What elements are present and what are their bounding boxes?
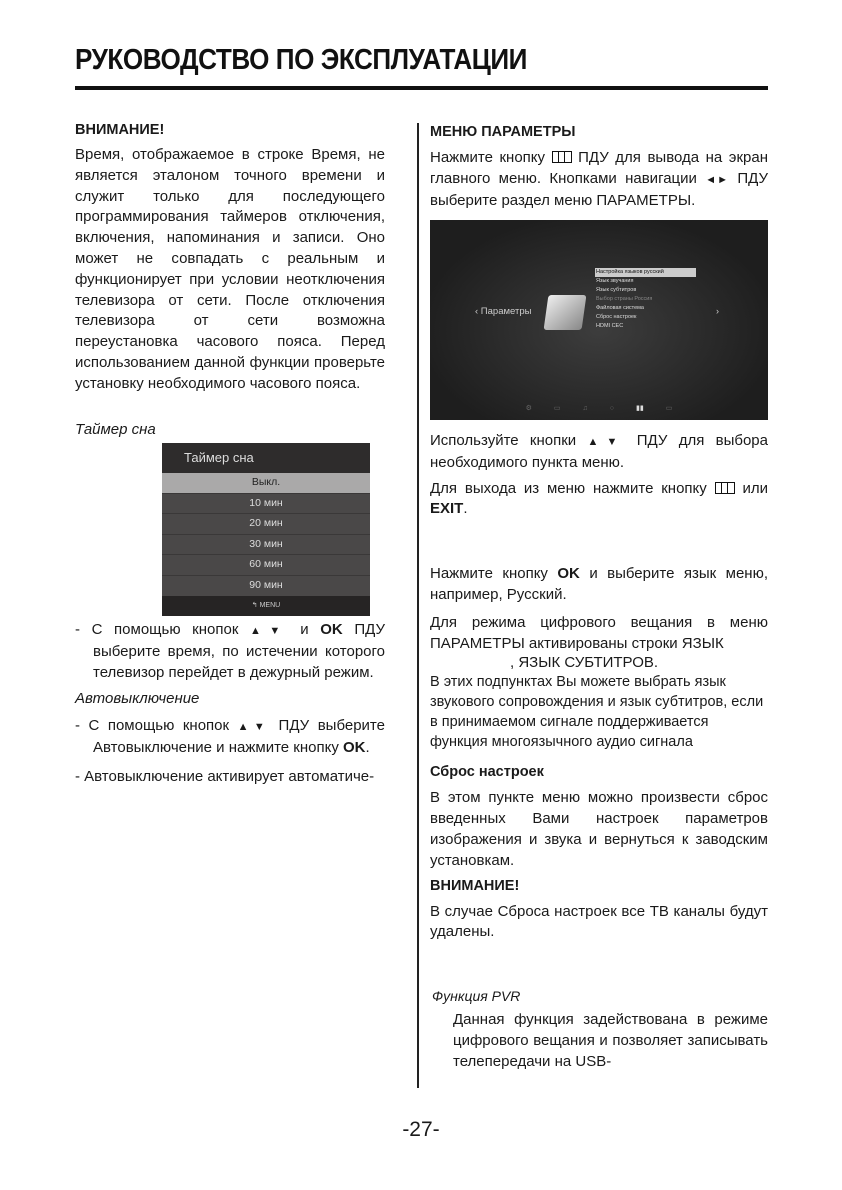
left-bottom-flow bbox=[75, 620, 385, 788]
reset-heading: Сброс настроек bbox=[430, 764, 544, 781]
digital-mode-text: Для режима цифрового вещания в меню ПАРАМЕТРЫ активированы строки ЯЗЫК bbox=[430, 613, 768, 652]
warning-text: Время, отображаемое в строке Время, не является эталоном точного времени и служит только для последующего программирования таймеров отключения, включения, напоминания и записи. Оно может не совпадать с реальным и функционирует при условии неотключения телевизора от сети. После отключения телевизора от сети возможна переустановка часового пояса. Перед использованием данной функции проверьте установку необходимого часового пояса. bbox=[75, 146, 385, 392]
music-icon: ♫ bbox=[582, 405, 588, 412]
tv-params-menu-screenshot bbox=[430, 220, 768, 420]
next-arrow-icon: › bbox=[716, 306, 719, 316]
params-heading: МЕНЮ ПАРАМЕТРЫ bbox=[430, 124, 576, 140]
settings-cube-icon bbox=[544, 295, 587, 330]
sleep-timer-menu-title: Таймер сна bbox=[162, 443, 370, 473]
bullet-auto-off-2: - Автовыключение активирует автоматиче- bbox=[75, 767, 375, 785]
digital-mode-text-2: , ЯЗЫК СУБТИТРОВ. bbox=[510, 654, 659, 672]
left-top-flow bbox=[75, 122, 385, 395]
menu-footer: ↰ MENU bbox=[162, 596, 370, 616]
tv-menu-section: ‹ Параметры bbox=[475, 306, 532, 317]
pvr-text: Данная функция задействована в режиме цифрового вещания и позволяет записывать телепередачи на USB- bbox=[453, 1011, 768, 1070]
warning-heading: ВНИМАНИЕ! bbox=[75, 122, 165, 138]
pvr-heading: Функция PVR bbox=[432, 988, 521, 1005]
auto-off-heading: Автовыключение bbox=[75, 690, 200, 708]
screen-icon: ▭ bbox=[553, 405, 561, 412]
tv-menu-item: Язык звучания bbox=[596, 278, 634, 284]
tv-menu-item: Файловая система bbox=[596, 305, 644, 311]
reset-warning-text: В случае Сброса настроек все ТВ каналы будут удалены. bbox=[430, 902, 768, 941]
page-title: РУКОВОДСТВО ПО ЭКСПЛУАТАЦИИ bbox=[75, 44, 527, 76]
menu-button-icon bbox=[715, 482, 735, 494]
sleep-timer-menu-screenshot bbox=[162, 443, 370, 616]
use-buttons-text: Используйте кнопки ▲▼ ПДУ для выбора необходимого пункта меню. bbox=[430, 432, 768, 471]
sleep-option: 20 мин bbox=[162, 514, 370, 534]
circle-icon: ○ bbox=[609, 405, 615, 412]
subtitle-text: В этих подпунктах Вы можете выбрать язык звукового сопровождения и язык субтитров, если в принимаемом сигнале поддерживается функция многоязычного аудио сигнала bbox=[430, 674, 764, 751]
title-rule bbox=[75, 86, 768, 90]
ok-language-text: Нажмите кнопку OK и выберите язык меню, например, Русский. bbox=[430, 565, 768, 603]
up-down-arrows-icon: ▲▼ bbox=[250, 625, 289, 637]
menu-button-icon bbox=[552, 151, 572, 163]
reset-warning-heading: ВНИМАНИЕ! bbox=[430, 877, 520, 894]
lock-icon: ▭ bbox=[665, 405, 673, 412]
reset-text: В этом пункте меню можно произвести сброс введенных Вами настроек параметров изображения и звука и вернуться к заводским установкам. bbox=[430, 789, 768, 869]
bullet-auto-off: - С помощью кнопок ▲▼ ПДУ выберите Автовыключение и нажмите кнопку OK. bbox=[75, 717, 385, 757]
tv-menu-item: Язык субтитров bbox=[596, 287, 637, 293]
tv-menu-item: HDMI CEC bbox=[596, 323, 624, 329]
tv-menu-item: Выбор страны Россия bbox=[596, 296, 653, 302]
up-down-arrows-icon: ▲▼ bbox=[237, 721, 271, 734]
sleep-option: 90 мин bbox=[162, 576, 370, 596]
right-bottom-flow bbox=[430, 431, 768, 1073]
column-divider bbox=[417, 123, 419, 1088]
sleep-timer-heading: Таймер сна bbox=[75, 421, 156, 438]
tv-menu-item: Настройка языков русский bbox=[595, 268, 696, 277]
bullet-sleep-timer: - С помощью кнопок ▲▼ и OK ПДУ выберите время, по истечении которого телевизор перейдет в дежурный режим. bbox=[75, 621, 385, 681]
params-icon: ▮▮ bbox=[636, 405, 644, 412]
tv-bottom-bar bbox=[430, 402, 768, 420]
exit-text: Для выхода из меню нажмите кнопку или EXIT. bbox=[430, 479, 768, 518]
left-right-arrows-icon: ◄► bbox=[705, 173, 730, 186]
page-number: -27- bbox=[402, 1118, 440, 1141]
tv-menu-item: Сброс настроек bbox=[596, 314, 637, 320]
sleep-option: Выкл. bbox=[162, 473, 370, 493]
sleep-option: 30 мин bbox=[162, 535, 370, 555]
params-text: Нажмите кнопку ПДУ для вывода на экран главного меню. Кнопками навигации ◄► ПДУ выберите раздел меню ПАРАМЕТРЫ. bbox=[430, 149, 769, 209]
up-down-arrows-icon: ▲▼ bbox=[587, 436, 626, 448]
settings-icon: ⚙ bbox=[525, 405, 532, 412]
sleep-option: 60 мин bbox=[162, 555, 370, 575]
sleep-option: 10 мин bbox=[162, 494, 370, 514]
